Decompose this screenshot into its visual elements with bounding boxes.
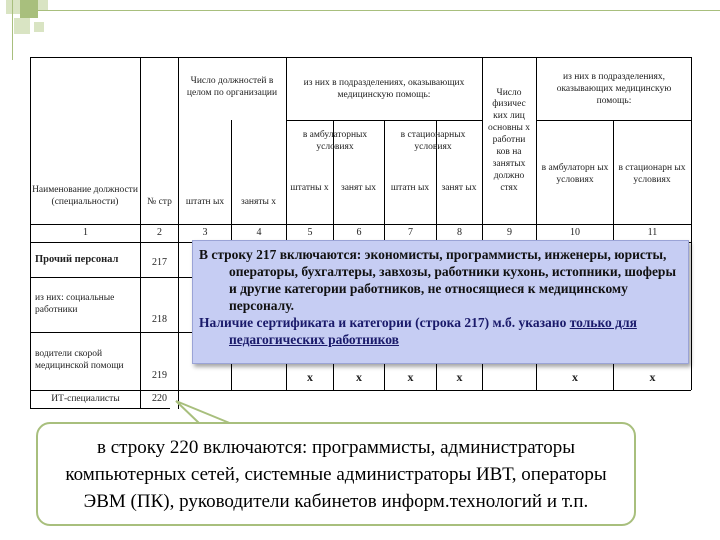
header-row-number: № стр: [147, 197, 172, 208]
col-number: 9: [507, 227, 512, 239]
row-name-220: ИТ-специалисты: [51, 393, 120, 404]
header-med-units: из них в подразделениях, оказывающих медицинскую помощь:: [303, 78, 465, 100]
x-mark: х: [649, 369, 656, 384]
col-number: 7: [408, 227, 413, 239]
x-mark: х: [307, 369, 313, 384]
header-phys-med-units: из них в подразделениях, оказывающих медицинскую помощь:: [556, 72, 672, 106]
header-name-column: Наименование должности (специальности): [32, 185, 138, 207]
x-mark: х: [572, 369, 578, 384]
row-name-218: из них: социальные работники: [35, 293, 115, 315]
callout-row-220: в строку 220 включаются: программисты, администраторы компьютерных сетей, системные администраторы ИВТ, операторы ЭВМ (ПК), руководители кабинетов информ.технологий и т.п.: [36, 422, 636, 526]
col-number: 3: [202, 227, 208, 239]
row-number-219: 219: [152, 369, 167, 381]
col-number: 8: [457, 227, 462, 239]
header-amb-occupied: занят ых: [340, 183, 377, 194]
header-total-positions: Число должностей в целом по организации: [186, 76, 278, 98]
col-number: 2: [157, 227, 162, 239]
col-number: 4: [256, 227, 262, 239]
header-inp-staff: штатн ых: [390, 183, 430, 194]
header-occupied: заняты х: [240, 197, 277, 208]
header-phys-inpatient: в стационарн ых условиях: [618, 163, 686, 185]
x-mark: х: [356, 369, 362, 384]
col-number: 5: [307, 227, 313, 239]
row-number-218: 218: [152, 313, 167, 325]
row-name-217: Прочий персонал: [35, 254, 119, 266]
header-phys-ambulatory: в амбулаторн ых условиях: [541, 163, 609, 185]
x-mark: х: [456, 369, 463, 384]
x-mark: х: [407, 369, 414, 384]
callout-note-text: Наличие сертификата и категории (строка 217) м.б. указано: [199, 315, 570, 330]
row-number-217: 217: [152, 256, 167, 268]
row-number-220: 220: [152, 393, 167, 405]
col-number: 11: [647, 227, 658, 239]
header-staff: штатн ых: [185, 197, 225, 208]
col-number: 1: [83, 227, 88, 239]
callout-note-underlined: только для педагогических работников: [229, 315, 637, 347]
col-number: 6: [356, 227, 362, 239]
header-inpatient: в стационарных условиях: [400, 130, 466, 152]
header-amb-staff: штатны х: [290, 183, 329, 194]
col-number: 10: [570, 227, 580, 239]
header-inp-occupied: занят ых: [441, 183, 477, 194]
header-ambulatory: в амбулаторных условиях: [302, 130, 368, 152]
header-physical-persons: Число физичес ких лиц основны х работни ков на занятых должно стях: [487, 87, 531, 193]
row-name-219: водители скорой медицинской помощи: [35, 349, 124, 371]
callout-row-217-text: В строку 217 включаются: экономисты, программисты, инженеры, юристы, операторы, бухгалтеры, завхозы, работники кухонь, истопники, шоферы и другие категории работников, не относящиеся к медицинскому персоналу.: [199, 247, 676, 313]
